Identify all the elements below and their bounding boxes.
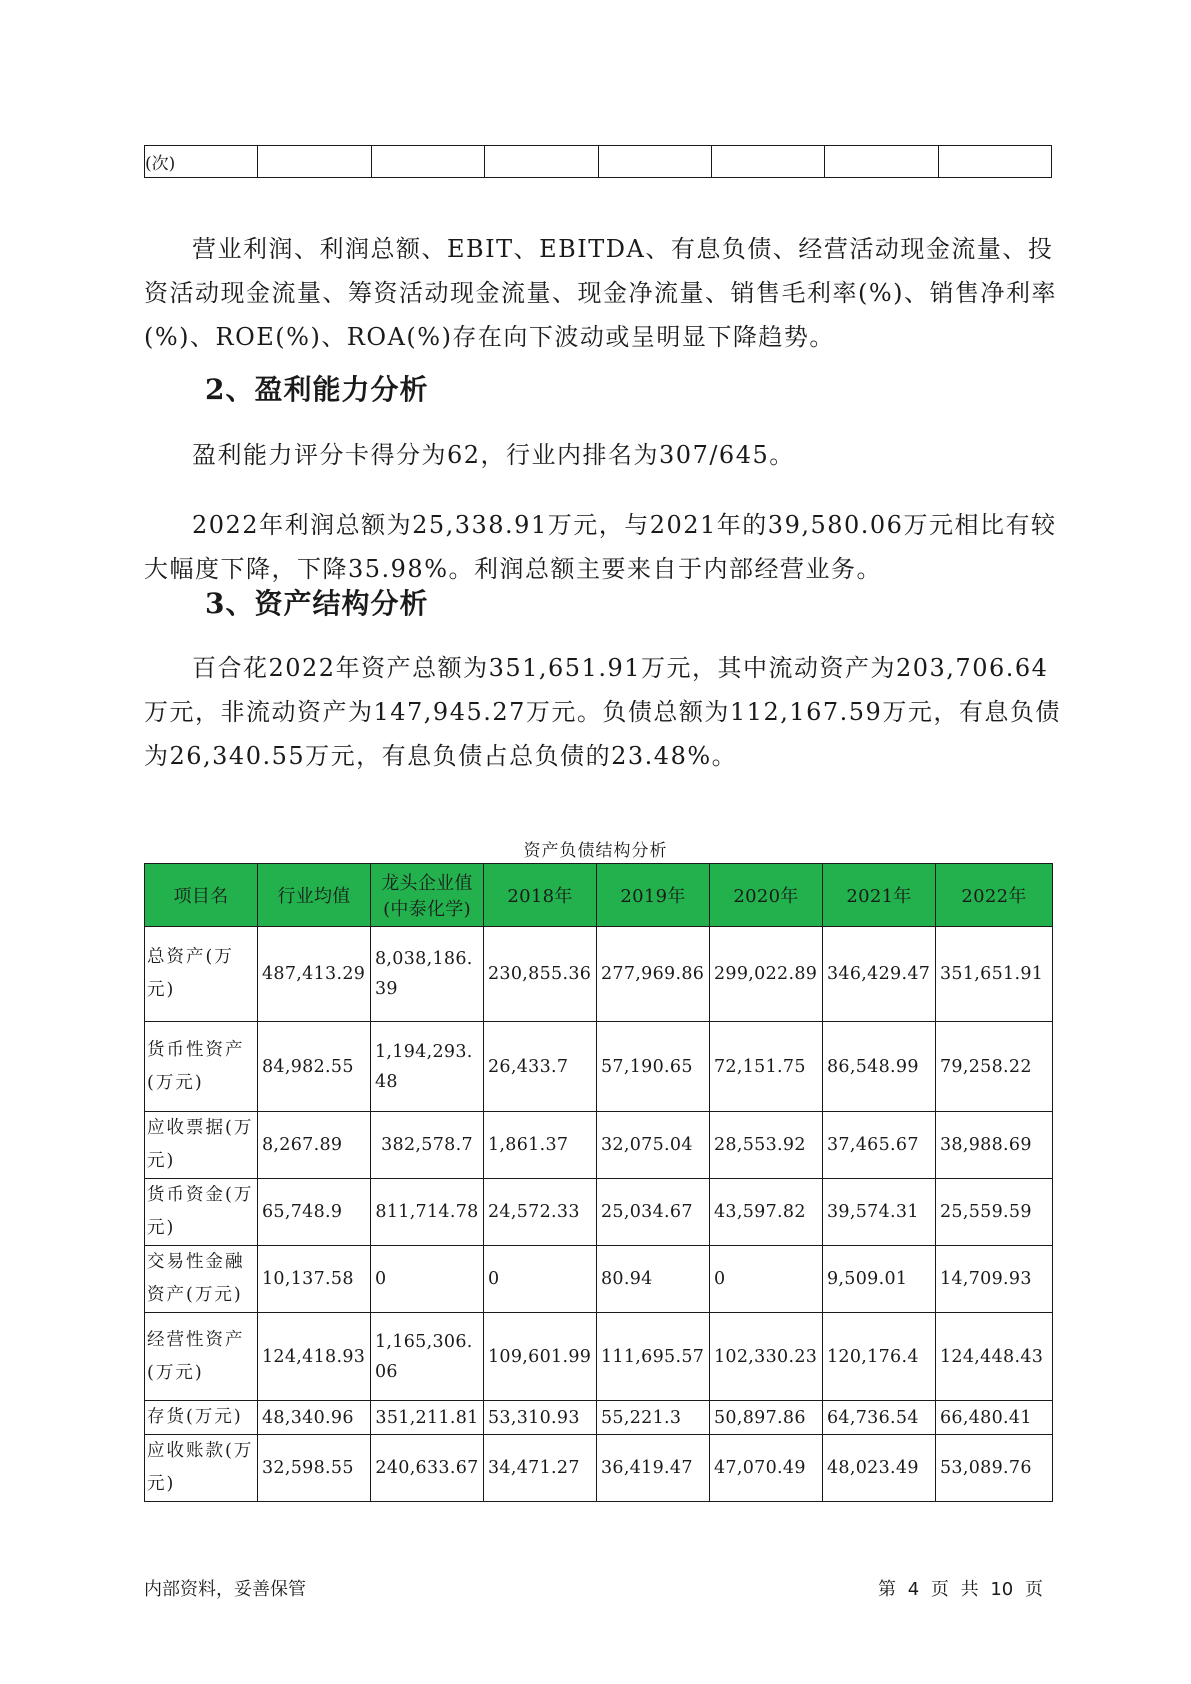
row-label: 存货(万元) bbox=[145, 1401, 258, 1435]
table-cell: 277,969.86 bbox=[597, 927, 710, 1022]
table-cell: 72,151.75 bbox=[710, 1022, 823, 1112]
table-cell: 64,736.54 bbox=[823, 1401, 936, 1435]
table-row bbox=[145, 1179, 1053, 1246]
table-cell bbox=[485, 146, 598, 178]
table-cell: 111,695.57 bbox=[597, 1313, 710, 1401]
table-cell: 79,258.22 bbox=[936, 1022, 1053, 1112]
table-row bbox=[145, 1401, 1053, 1435]
table-cell: 9,509.01 bbox=[823, 1246, 936, 1313]
table-header-cell: 行业均值 bbox=[258, 864, 371, 927]
row-label: 货币资金(万元) bbox=[145, 1179, 258, 1246]
table-cell: 230,855.36 bbox=[484, 927, 597, 1022]
table-cell: 39,574.31 bbox=[823, 1179, 936, 1246]
table-cell: 66,480.41 bbox=[936, 1401, 1053, 1435]
table-header-cell: 2021年 bbox=[823, 864, 936, 927]
previous-table-fragment bbox=[144, 145, 1052, 178]
table-cell: 24,572.33 bbox=[484, 1179, 597, 1246]
paragraph-declining-indicators: 营业利润、利润总额、EBIT、EBITDA、有息负债、经营活动现金流量、投资活动现金流量、筹资活动现金流量、现金净流量、销售毛利率(%)、销售净利率(%)、ROE(%)、ROA(%)存在向下波动或呈明显下降趋势。 bbox=[144, 235, 1058, 351]
table-cell: 240,633.67 bbox=[371, 1435, 484, 1502]
table-cell: 48,023.49 bbox=[823, 1435, 936, 1502]
table-cell: 109,601.99 bbox=[484, 1313, 597, 1401]
section-heading-profitability: 2、盈利能力分析 bbox=[205, 373, 429, 406]
table-cell bbox=[825, 146, 938, 178]
table-row bbox=[145, 146, 1052, 178]
table-cell: 124,448.43 bbox=[936, 1313, 1053, 1401]
table-cell: 102,330.23 bbox=[710, 1313, 823, 1401]
balance-sheet-table bbox=[144, 863, 1053, 1502]
table-cell: 38,988.69 bbox=[936, 1112, 1053, 1179]
table-cell: 65,748.9 bbox=[258, 1179, 371, 1246]
table-header-cell: 项目名 bbox=[145, 864, 258, 927]
table-cell: 1,194,293.48 bbox=[371, 1022, 484, 1112]
row-label: 应收票据(万元) bbox=[145, 1112, 258, 1179]
table-cell: 36,419.47 bbox=[597, 1435, 710, 1502]
table-cell: 351,651.91 bbox=[936, 927, 1053, 1022]
table-cell: 86,548.99 bbox=[823, 1022, 936, 1112]
table-cell: 25,034.67 bbox=[597, 1179, 710, 1246]
table-cell: 53,089.76 bbox=[936, 1435, 1053, 1502]
table-cell bbox=[711, 146, 824, 178]
table-row bbox=[145, 1022, 1053, 1112]
paragraph-asset-summary: 百合花2022年资产总额为351,651.91万元，其中流动资产为203,706.64万元，非流动资产为147,945.27万元。负债总额为112,167.59万元，有息负债为26,340.55万元，有息负债占总负债的23.48%。 bbox=[144, 654, 1061, 770]
table-cell: 50,897.86 bbox=[710, 1401, 823, 1435]
table-cell: 124,418.93 bbox=[258, 1313, 371, 1401]
section-heading-asset-structure: 3、资产结构分析 bbox=[205, 587, 429, 620]
table-row bbox=[145, 1435, 1053, 1502]
row-label: 经营性资产(万元) bbox=[145, 1313, 258, 1401]
table-header-cell: 2020年 bbox=[710, 864, 823, 927]
table-caption: 资产负债结构分析 bbox=[523, 841, 668, 861]
table-cell: 34,471.27 bbox=[484, 1435, 597, 1502]
table-cell: 47,070.49 bbox=[710, 1435, 823, 1502]
table-cell: 346,429.47 bbox=[823, 927, 936, 1022]
table-cell: 1,861.37 bbox=[484, 1112, 597, 1179]
table-cell: 57,190.65 bbox=[597, 1022, 710, 1112]
table-cell: 55,221.3 bbox=[597, 1401, 710, 1435]
table-header-cell: 龙头企业值(中泰化学) bbox=[371, 864, 484, 927]
table-cell: 811,714.78 bbox=[371, 1179, 484, 1246]
paragraph-profit-score: 盈利能力评分卡得分为62，行业内排名为307/645。 bbox=[192, 441, 795, 469]
table-cell: 351,211.81 bbox=[371, 1401, 484, 1435]
table-cell: 14,709.93 bbox=[936, 1246, 1053, 1313]
table-cell: 0 bbox=[710, 1246, 823, 1313]
table-cell: 25,559.59 bbox=[936, 1179, 1053, 1246]
table-cell: 0 bbox=[484, 1246, 597, 1313]
table-row bbox=[145, 1246, 1053, 1313]
row-label: 总资产(万元) bbox=[145, 927, 258, 1022]
table-cell bbox=[258, 146, 371, 178]
page-number: 第 4 页 共 10 页 bbox=[878, 1579, 1043, 1600]
table-cell: 37,465.67 bbox=[823, 1112, 936, 1179]
table-cell: 80.94 bbox=[597, 1246, 710, 1313]
table-row bbox=[145, 927, 1053, 1022]
table-header-cell: 2022年 bbox=[936, 864, 1053, 927]
table-cell: (次) bbox=[145, 146, 258, 178]
table-cell: 487,413.29 bbox=[258, 927, 371, 1022]
footer-confidential-note: 内部资料，妥善保管 bbox=[144, 1579, 306, 1600]
table-row bbox=[145, 1112, 1053, 1179]
table-cell: 120,176.4 bbox=[823, 1313, 936, 1401]
table-cell: 382,578.7 bbox=[371, 1112, 484, 1179]
table-cell: 84,982.55 bbox=[258, 1022, 371, 1112]
table-row bbox=[145, 1313, 1053, 1401]
row-label: 应收账款(万元) bbox=[145, 1435, 258, 1502]
row-label: 货币性资产(万元) bbox=[145, 1022, 258, 1112]
table-cell: 28,553.92 bbox=[710, 1112, 823, 1179]
table-cell: 26,433.7 bbox=[484, 1022, 597, 1112]
table-cell: 32,598.55 bbox=[258, 1435, 371, 1502]
table-cell: 48,340.96 bbox=[258, 1401, 371, 1435]
table-cell: 8,038,186.39 bbox=[371, 927, 484, 1022]
table-cell: 1,165,306.06 bbox=[371, 1313, 484, 1401]
table-cell: 53,310.93 bbox=[484, 1401, 597, 1435]
table-cell bbox=[938, 146, 1051, 178]
table-cell: 43,597.82 bbox=[710, 1179, 823, 1246]
row-label: 交易性金融资产(万元) bbox=[145, 1246, 258, 1313]
table-cell: 10,137.58 bbox=[258, 1246, 371, 1313]
table-cell: 299,022.89 bbox=[710, 927, 823, 1022]
table-cell bbox=[598, 146, 711, 178]
paragraph-total-profit: 2022年利润总额为25,338.91万元，与2021年的39,580.06万元相比有较大幅度下降，下降35.98%。利润总额主要来自于内部经营业务。 bbox=[144, 511, 1057, 583]
table-cell: 0 bbox=[371, 1246, 484, 1313]
table-cell: 32,075.04 bbox=[597, 1112, 710, 1179]
table-header-cell: 2018年 bbox=[484, 864, 597, 927]
table-cell bbox=[371, 146, 484, 178]
table-header-row bbox=[145, 864, 1053, 927]
table-cell: 8,267.89 bbox=[258, 1112, 371, 1179]
table-header-cell: 2019年 bbox=[597, 864, 710, 927]
